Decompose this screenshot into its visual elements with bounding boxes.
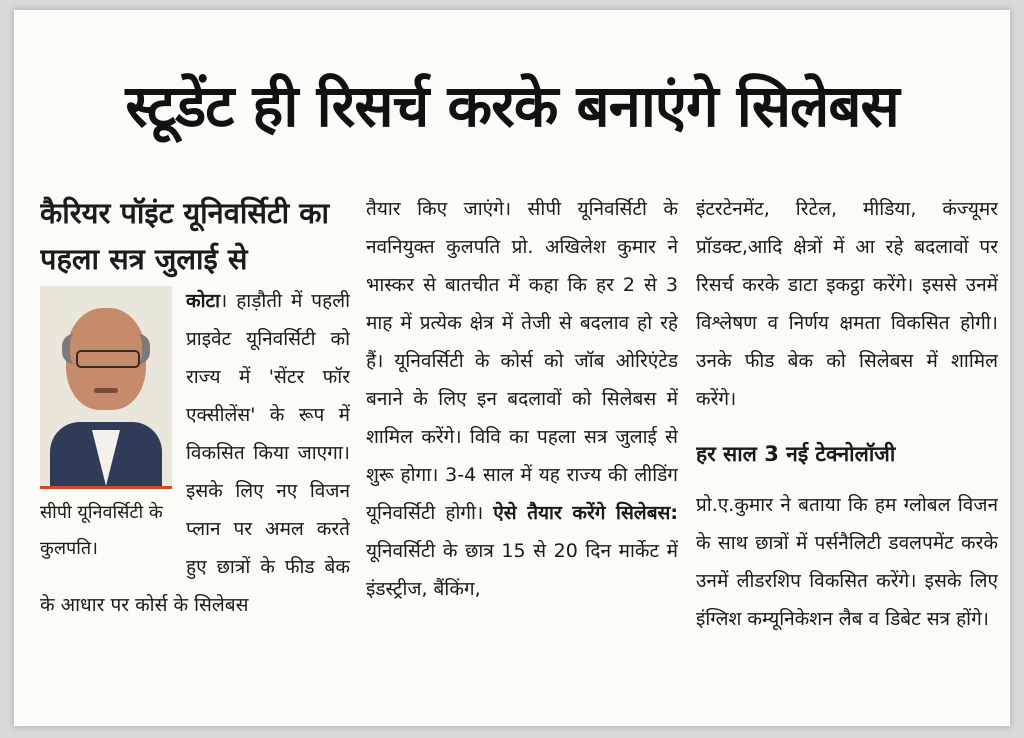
- column-2-bold-lead: ऐसे तैयार करेंगे सिलेबस:: [493, 502, 678, 524]
- column-1-body: कोटा। सीपी यूनिवर्सिटी के कुलपति। हाड़ौती में पहली प्राइवेट यूनिवर्सिटी को राज्य में 'सेंटर फॉर एक्सीलेंस' के रूप में विकसित किया जाएगा। इसके लिए नए विजन प्लान पर अमल करते हुए छात्रों के फीड बेक के आधार पर कोर्स के सिलेबस: [40, 282, 350, 624]
- headline: स्टूडेंट ही रिसर्च करके बनाएंगे सिलेबस: [125, 72, 899, 140]
- column-3: [696, 190, 998, 720]
- newspaper-clipping: [14, 10, 1010, 726]
- column-3-subhead: हर साल 3 नई टेक्नोलॉजी: [696, 442, 896, 466]
- column-2: [366, 190, 678, 720]
- column-1-text: हाड़ौती में पहली प्राइवेट यूनिवर्सिटी को राज्य में 'सेंटर फॉर एक्सीलेंस' के रूप में विकसित किया जाएगा। इसके लिए नए विजन प्लान पर अमल करते हुए छात्रों के फीड बेक के आधार पर कोर्स के सिलेबस: [40, 290, 350, 616]
- vice-chancellor-photo: [40, 286, 172, 489]
- photo-caption: सीपी यूनिवर्सिटी के कुलपति।: [40, 502, 163, 559]
- photo-mouth: [94, 388, 118, 393]
- column-2-text: तैयार किए जाएंगे। सीपी यूनिवर्सिटी के नवनियुक्त कुलपति प्रो. अखिलेश कुमार ने भास्कर से बातचीत में कहा कि हर 2 से 3 माह में प्रत्येक क्षेत्र में तेजी से बदलाव हो रहे हैं। यूनिवर्सिटी के कोर्स को जॉब ओरिएंटेड बनाने के लिए इन बदलावों को सिलेबस में शामिल करेंगे। विवि का पहला सत्र जुलाई से शुरू होगा। 3-4 साल में यह राज्य की लीडिंग यूनिवर्सिटी होगी।: [366, 198, 678, 524]
- column-2-text-continued: यूनिवर्सिटी के छात्र 15 से 20 दिन मार्केट में इंडस्ट्रीज, बैंकिंग,: [366, 540, 678, 600]
- column-3-text-continued: प्रो.ए.कुमार ने बताया कि हम ग्लोबल विजन के साथ छात्रों में पर्सनैलिटी डवलपमेंट करके उनमें लीडरशिप विकसित करेंगे। इसके लिए इंग्लिश कम्यूनिकेशन लैब व डिबेट सत्र होंगे।: [696, 494, 998, 630]
- subheadline: कैरियर पॉइंट यूनिवर्सिटी का पहला सत्र जुलाई से: [40, 196, 330, 276]
- column-1: [40, 190, 350, 720]
- photo-glasses: [76, 350, 140, 368]
- photo-block: [40, 286, 172, 567]
- column-3-text: इंटरटेनमेंट, रिटेल, मीडिया, कंज्यूमर प्रॉडक्ट,आदि क्षेत्रों में आ रहे बदलावों पर रिसर्च करके डाटा इकट्ठा करेंगे। इससे उनमें विश्लेषण व निर्णय क्षमता विकसित होगी। उनके फीड बेक को सिलेबस में शामिल करेंगे।: [696, 198, 998, 410]
- dateline: कोटा: [186, 290, 221, 312]
